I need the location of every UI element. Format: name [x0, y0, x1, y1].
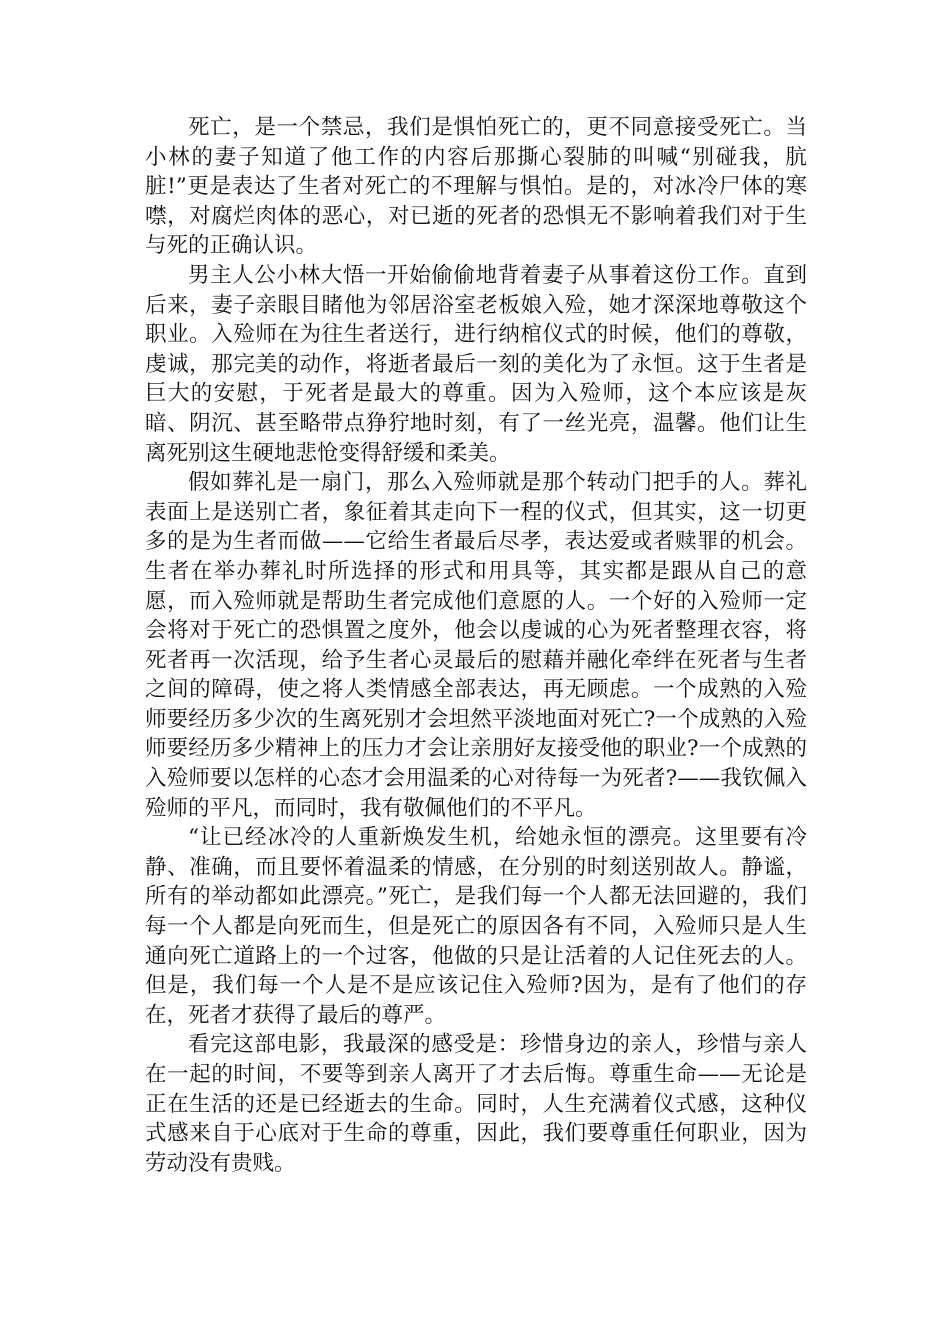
- paragraph-3: 假如葬礼是一扇门，那么入殓师就是那个转动门把手的人。葬礼表面上是送别亡者，象征着其走向下一程的仪式，但其实，这一切更多的是为生者而做——它给生者最后尽孝，表达爱或者赎罪的机会。生者在举办葬礼时所选择的形式和用具等，其实都是跟从自己的意愿，而入殓师就是帮助生者完成他们意愿的人。一个好的入殓师一定会将对于死亡的恐惧置之度外，他会以虔诚的心为死者整理衣容，将死者再一次活现，给予生者心灵最后的慰藉并融化牵绊在死者与生者之间的障碍，使之将人类情感全部表达，再无顾虑。一个成熟的入殓师要经历多少次的生离死别才会坦然平淡地面对死亡?一个成熟的入殓师要经历多少精神上的压力才会让亲朋好友接受他的职业?一个成熟的入殓师要以怎样的心态才会用温柔的心对待每一为死者?——我钦佩入殓师的平凡，而同时，我有敬佩他们的不平凡。: [145, 470, 807, 821]
- paragraph-4: “让已经冰冷的人重新焕发生机，给她永恒的漂亮。这里要有冷静、准确，而且要怀着温柔的情感，在分别的时刻送别故人。静谧，所有的举动都如此漂亮。”死亡，是我们每一个人都无法回避的，我们每一个人都是向死而生，但是死亡的原因各有不同，入殓师只是人生通向死亡道路上的一个过客，他做的只是让活着的人记住死去的人。但是，我们每一个人是不是应该记住入殓师?因为，是有了他们的存在，死者才获得了最后的尊严。: [145, 825, 807, 1028]
- paragraph-5: 看完这部电影，我最深的感受是：珍惜身边的亲人，珍惜与亲人在一起的时间，不要等到亲人离开了才去后悔。尊重生命——无论是正在生活的还是已经逝去的生命。同时，人生充满着仪式感，这种仪式感来自于心底对于生命的尊重，因此，我们要尊重任何职业，因为劳动没有贵贱。: [145, 1032, 807, 1176]
- document-body: [145, 113, 807, 1178]
- paragraph-1: 死亡，是一个禁忌，我们是惧怕死亡的，更不同意接受死亡。当小林的妻子知道了他工作的内容后那撕心裂肺的叫喊“别碰我，肮脏!”更是表达了生者对死亡的不理解与惧怕。是的，对冰冷尸体的寒噤，对腐烂肉体的恶心，对已逝的死者的恐惧无不影响着我们对于生与死的正确认识。: [145, 115, 807, 259]
- paragraph-2: 男主人公小林大悟一开始偷偷地背着妻子从事着这份工作。直到后来，妻子亲眼目睹他为邻居浴室老板娘入殓，她才深深地尊敬这个职业。入殓师在为往生者送行，进行纳棺仪式的时候，他们的尊敬，虔诚，那完美的动作，将逝者最后一刻的美化为了永恒。这于生者是巨大的安慰，于死者是最大的尊重。因为入殓师，这个本应该是灰暗、阴沉、甚至略带点狰狞地时刻，有了一丝光亮，温馨。他们让生离死别这生硬地悲怆变得舒缓和柔美。: [145, 262, 807, 466]
